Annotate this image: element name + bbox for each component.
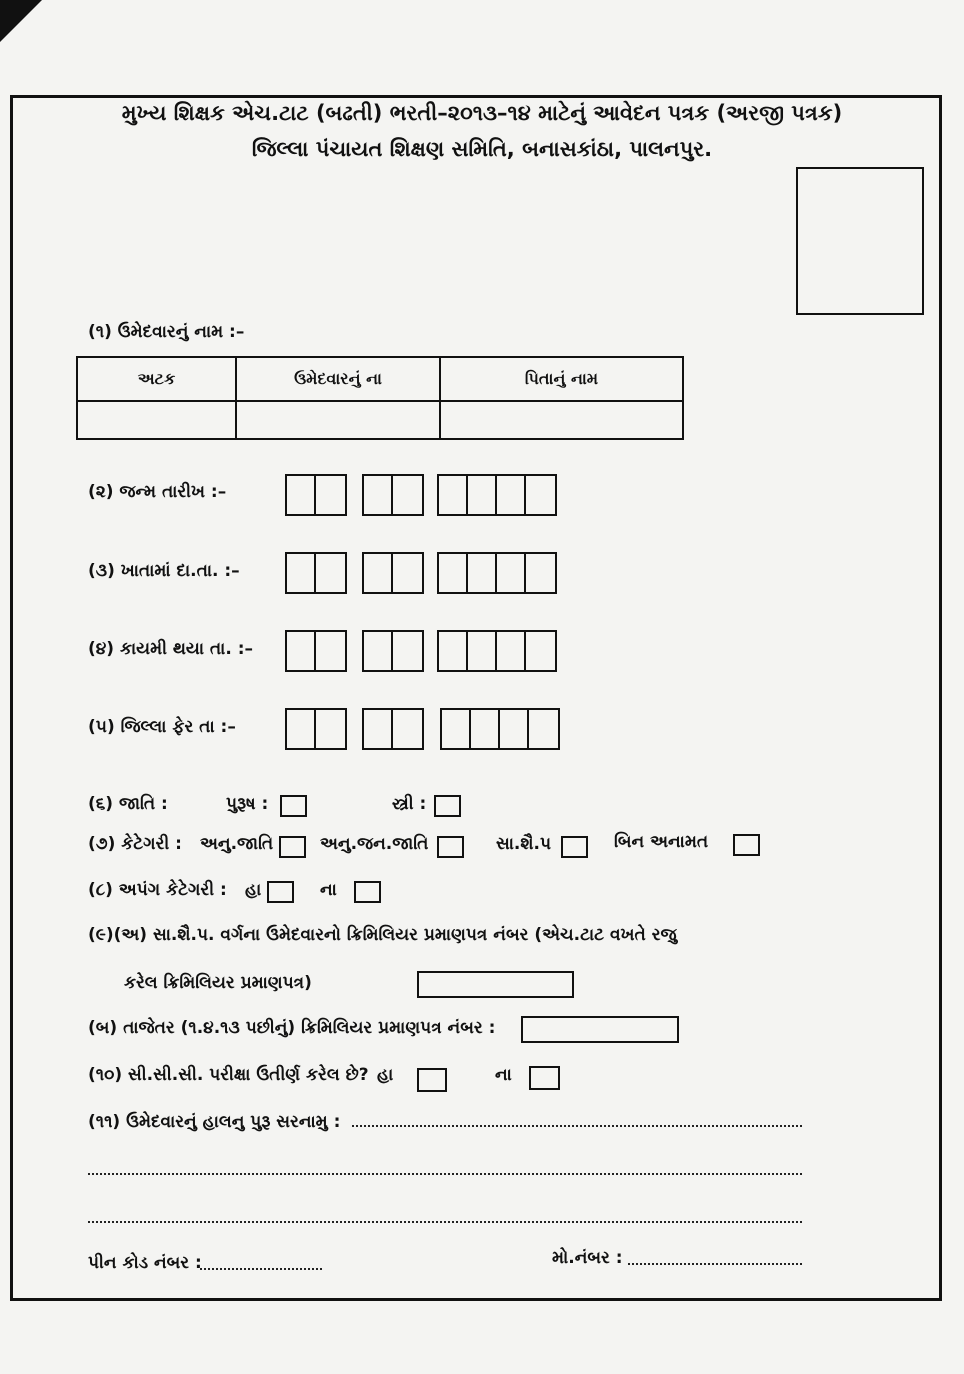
gender-female-label: સ્ત્રી : xyxy=(392,794,427,814)
mobile-field[interactable] xyxy=(628,1263,802,1265)
candidate-name-cell[interactable] xyxy=(236,401,440,439)
join-date-year-boxes[interactable] xyxy=(437,552,557,594)
category-st-checkbox[interactable] xyxy=(437,836,464,858)
pincode-field[interactable] xyxy=(200,1268,322,1270)
ccc-yes-checkbox[interactable] xyxy=(417,1068,447,1092)
q5-label: (૫) જિલ્લા ફેર તા :– xyxy=(88,717,236,737)
gender-female-checkbox[interactable] xyxy=(434,795,461,817)
address-line-2[interactable] xyxy=(88,1173,802,1175)
q9b-label: (બ) તાજેતર (૧.૪.૧૩ પછીનું) ક્રિમિલિયર પ્રમાણપત્ર નંબર : xyxy=(88,1018,496,1038)
q3-label: (૩) ખાતામાં દા.તા. :– xyxy=(88,561,240,581)
surname-cell[interactable] xyxy=(77,401,236,439)
address-line-3[interactable] xyxy=(88,1221,802,1223)
category-general-label: બિન અનામત xyxy=(614,832,709,852)
ccc-no-label: ના xyxy=(495,1065,512,1085)
q1-label: (૧) ઉમેદવારનું નામ :– xyxy=(88,322,245,342)
category-st-label: અનુ.જન.જાતિ xyxy=(320,834,429,854)
col-father-name: પિતાનું નામ xyxy=(440,357,683,401)
q10-label: (૧૦) સી.સી.સી. પરીક્ષા ઉતીર્ણ કરેલ છે? xyxy=(88,1065,369,1085)
pincode-label: પીન કોડ નંબર : xyxy=(88,1253,202,1273)
gender-male-checkbox[interactable] xyxy=(280,795,307,817)
category-sebc-label: સા.શૈ.પ xyxy=(496,834,551,854)
name-table xyxy=(76,356,684,440)
transfer-date-day-boxes[interactable] xyxy=(285,708,347,750)
form-subtitle: જિલ્લા પંચાયત શિક્ષણ સમિતિ, બનાસકાંઠા, પાલનપુર. xyxy=(251,137,713,161)
join-date-month-boxes[interactable] xyxy=(362,552,424,594)
disability-no-checkbox[interactable] xyxy=(354,881,381,903)
birth-date-year-boxes[interactable] xyxy=(437,474,557,516)
creamy-layer-old-field[interactable] xyxy=(417,971,574,998)
gender-male-label: પુરૂષ : xyxy=(226,794,269,814)
photo-box[interactable] xyxy=(796,167,924,315)
creamy-layer-new-field[interactable] xyxy=(521,1016,679,1043)
q7-label: (૭) કેટેગરી : xyxy=(88,834,182,854)
mobile-label: મો.નંબર : xyxy=(552,1248,623,1268)
q2-label: (૨) જન્મ તારીખ :– xyxy=(88,482,227,502)
disability-no-label: ના xyxy=(320,880,337,900)
col-surname: અટક xyxy=(77,357,236,401)
birth-date-day-boxes[interactable] xyxy=(285,474,347,516)
q9a-label-cont: કરેલ ક્રિમિલિયર પ્રમાણપત્ર) xyxy=(124,973,312,993)
q4-label: (૪) કાયમી થયા તા. :– xyxy=(88,639,254,659)
permanent-date-year-boxes[interactable] xyxy=(437,630,557,672)
category-sc-checkbox[interactable] xyxy=(279,836,306,858)
transfer-date-year-boxes[interactable] xyxy=(440,708,560,750)
birth-date-month-boxes[interactable] xyxy=(362,474,424,516)
q11-label: (૧૧) ઉમેદવારનું હાલનુ પુરૂ સરનામુ : xyxy=(88,1112,341,1132)
q9a-label: (૯)(અ) સા.શૈ.પ. વર્ગના ઉમેદવારનો ક્રિમિલિયર પ્રમાણપત્ર નંબર (એચ.ટાટ વખતે રજુ xyxy=(88,925,677,945)
q8-label: (૮) અપંગ કેટેગરી : xyxy=(88,880,227,900)
category-sc-label: અનુ.જાતિ xyxy=(200,834,274,854)
disability-yes-checkbox[interactable] xyxy=(267,881,294,903)
ccc-no-checkbox[interactable] xyxy=(529,1066,560,1090)
address-line-1[interactable] xyxy=(352,1125,802,1127)
q6-label: (૬) જાતિ : xyxy=(88,794,168,814)
col-candidate-name: ઉમેદવારનું ના xyxy=(236,357,440,401)
father-name-cell[interactable] xyxy=(440,401,683,439)
permanent-date-day-boxes[interactable] xyxy=(285,630,347,672)
form-title: મુખ્ય શિક્ષક એચ.ટાટ (બઢતી) ભરતી–૨૦૧૩–૧૪ માટેનું આવેદન પત્રક (અરજી પત્રક) xyxy=(121,101,843,125)
category-sebc-checkbox[interactable] xyxy=(561,836,588,858)
category-general-checkbox[interactable] xyxy=(733,834,760,856)
disability-yes-label: હા xyxy=(245,880,262,900)
join-date-day-boxes[interactable] xyxy=(285,552,347,594)
transfer-date-month-boxes[interactable] xyxy=(362,708,424,750)
ccc-yes-label: હા xyxy=(377,1065,394,1085)
corner-mark xyxy=(0,0,42,42)
permanent-date-month-boxes[interactable] xyxy=(362,630,424,672)
